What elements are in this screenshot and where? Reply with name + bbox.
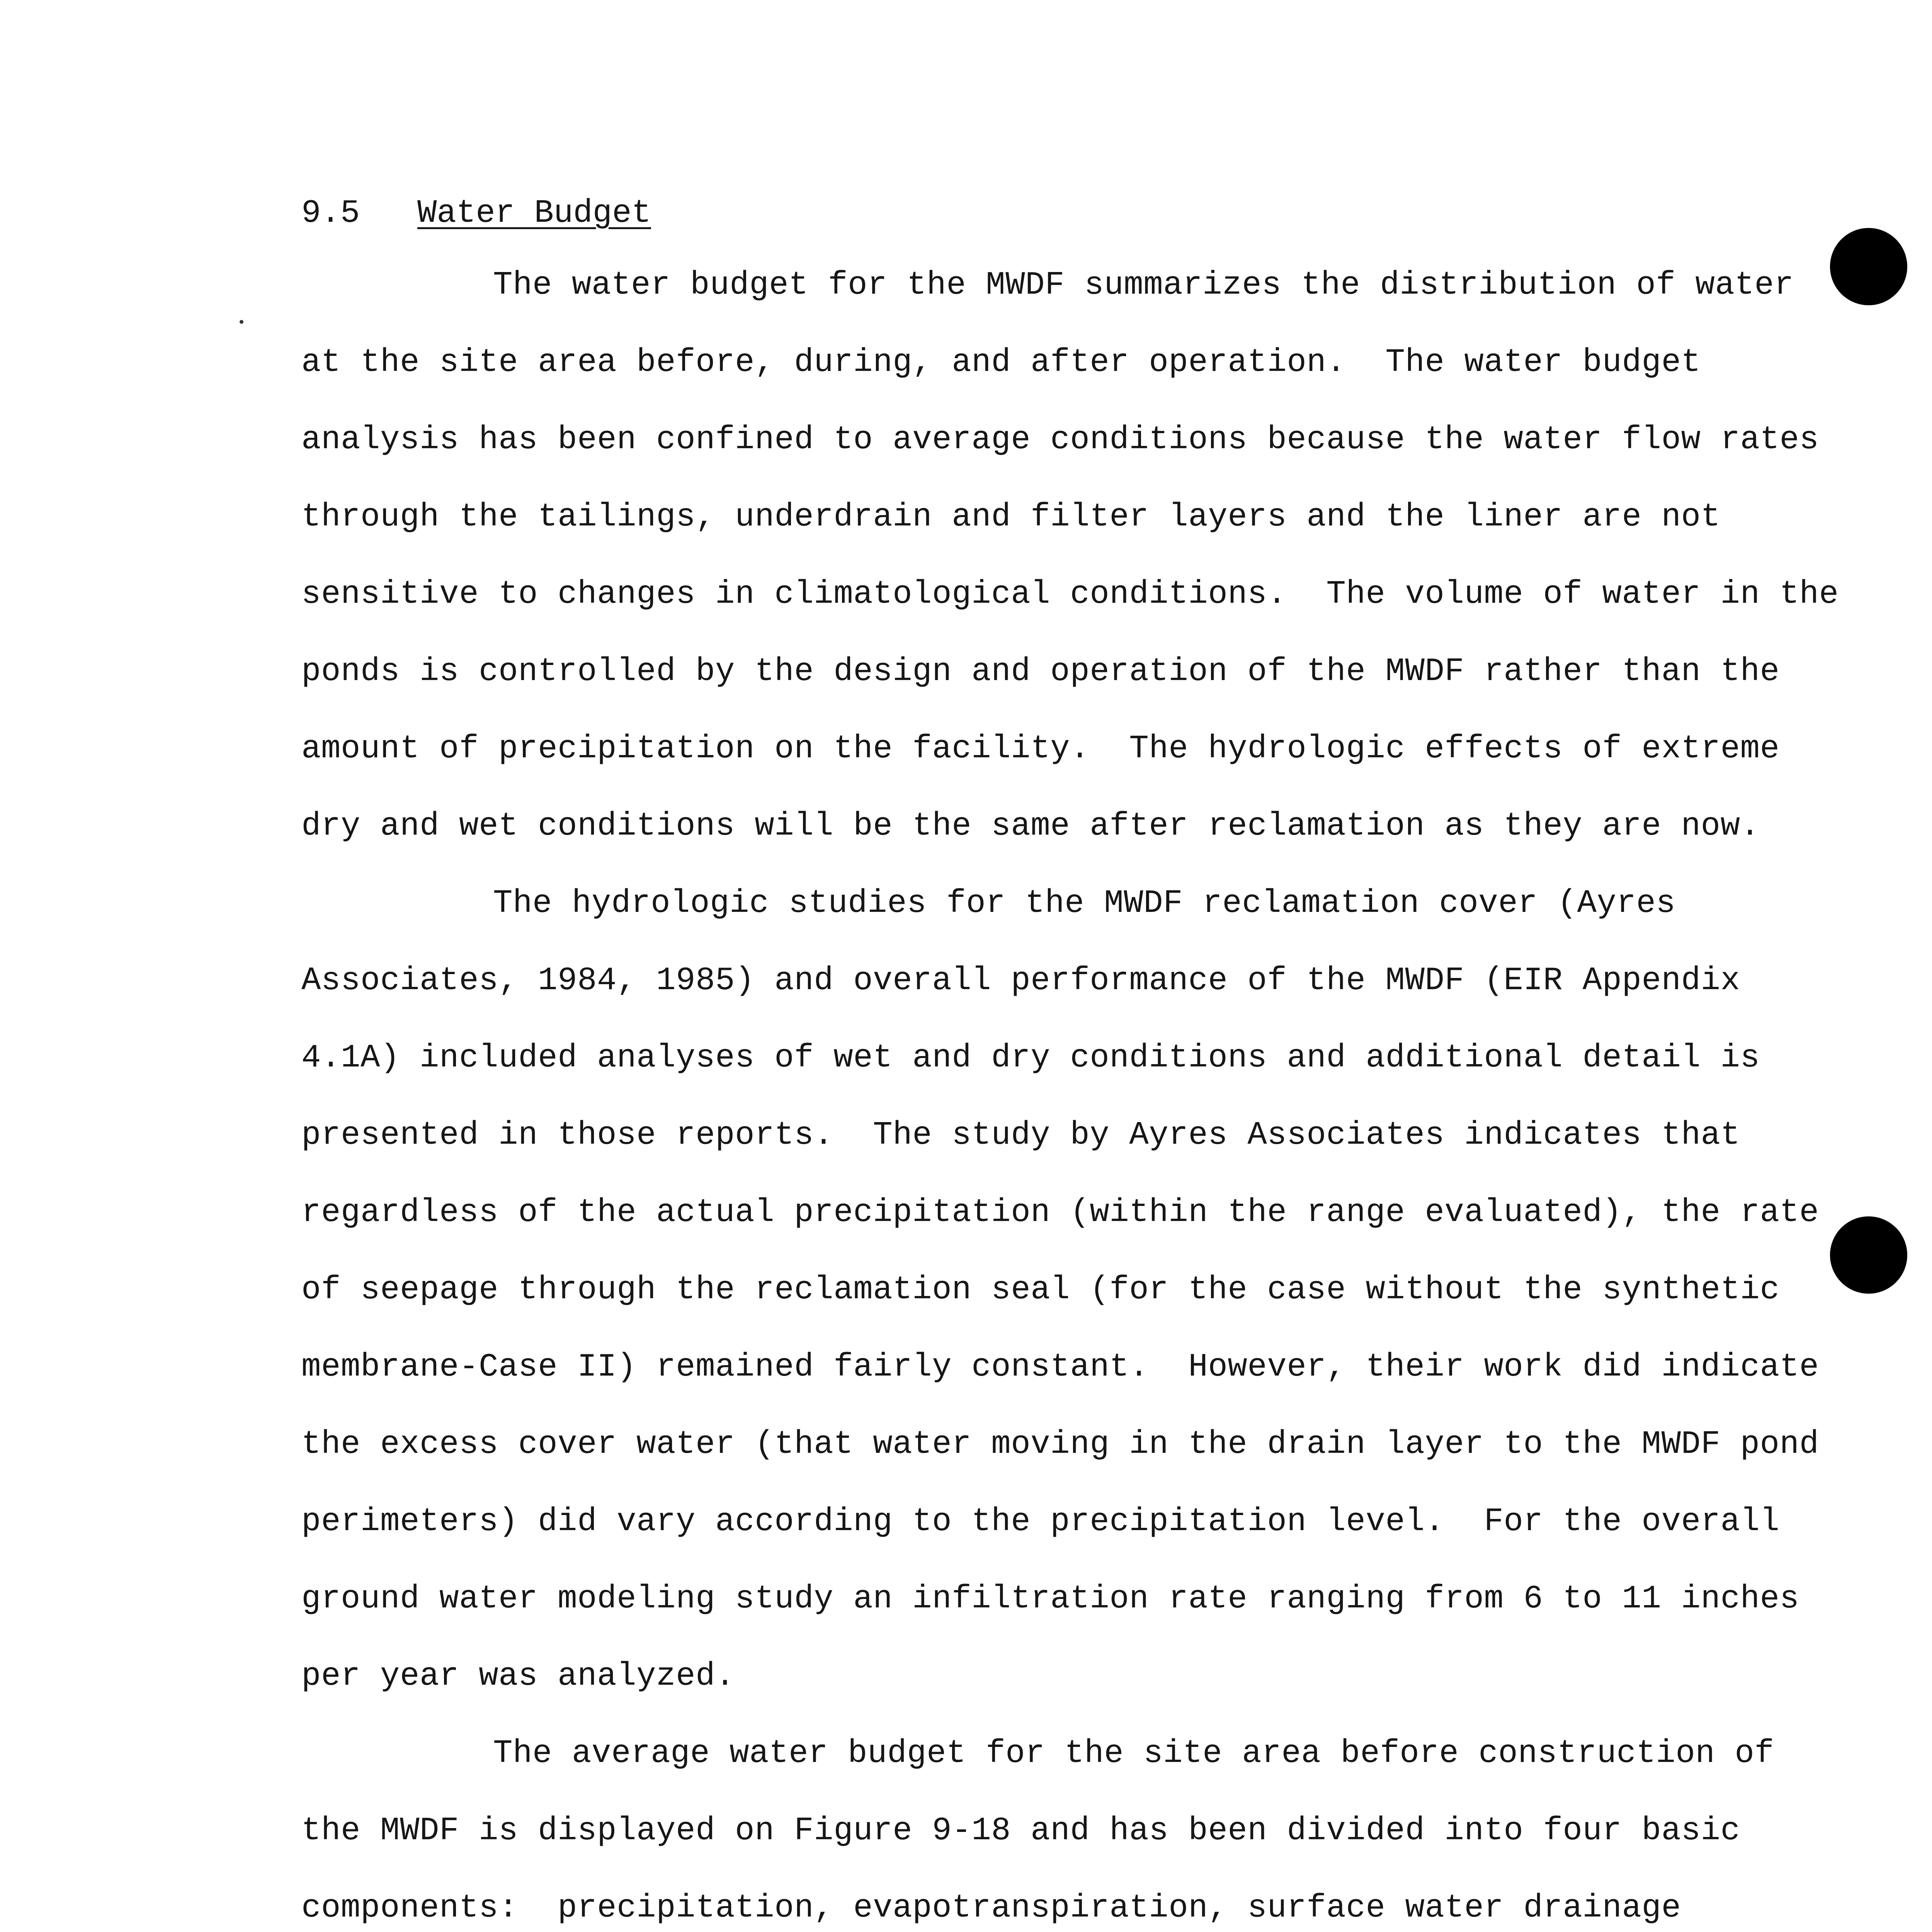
text-line: at the site area before, during, and after operation. The water budget bbox=[301, 344, 1701, 381]
section-number: 9.5 bbox=[301, 195, 360, 232]
text-line: 4.1A) included analyses of wet and dry conditions and additional detail is bbox=[301, 1040, 1760, 1077]
text-line: analysis has been confined to average conditions because the water flow rates bbox=[301, 422, 1819, 458]
scan-speck bbox=[240, 320, 243, 324]
text-line: The average water budget for the site area before construction of bbox=[493, 1735, 1774, 1772]
text-line: dry and wet conditions will be the same after reclamation as they are now. bbox=[301, 808, 1760, 845]
section-title: Water Budget bbox=[417, 195, 651, 232]
text-line: ground water modeling study an infiltration rate ranging from 6 to 11 inches bbox=[301, 1581, 1799, 1617]
text-line: Associates, 1984, 1985) and overall performance of the MWDF (EIR Appendix bbox=[301, 963, 1740, 999]
text-line: membrane-Case II) remained fairly constant. However, their work did indicate bbox=[301, 1349, 1819, 1386]
text-line: components: precipitation, evapotranspiration, surface water drainage bbox=[301, 1890, 1681, 1927]
text-line: presented in those reports. The study by Ayres Associates indicates that bbox=[301, 1117, 1740, 1154]
punch-hole-icon bbox=[1830, 1216, 1907, 1294]
text-line: the excess cover water (that water moving in the drain layer to the MWDF pond bbox=[301, 1426, 1819, 1463]
text-line: regardless of the actual precipitation (within the range evaluated), the rate bbox=[301, 1194, 1819, 1231]
text-line: perimeters) did vary according to the precipitation level. For the overall bbox=[301, 1503, 1780, 1540]
text-line: per year was analyzed. bbox=[301, 1658, 735, 1695]
text-line: The hydrologic studies for the MWDF reclamation cover (Ayres bbox=[493, 885, 1676, 922]
text-line: through the tailings, underdrain and filter layers and the liner are not bbox=[301, 499, 1721, 536]
text-line: the MWDF is displayed on Figure 9-18 and has been divided into four basic bbox=[301, 1813, 1740, 1849]
punch-hole-icon bbox=[1830, 228, 1907, 305]
text-line: ponds is controlled by the design and operation of the MWDF rather than the bbox=[301, 653, 1780, 690]
text-line: sensitive to changes in climatological conditions. The volume of water in the bbox=[301, 576, 1839, 613]
text-line: The water budget for the MWDF summarizes the distribution of water bbox=[493, 267, 1794, 304]
section-heading bbox=[301, 185, 651, 243]
text-line: amount of precipitation on the facility. The hydrologic effects of extreme bbox=[301, 731, 1780, 767]
text-line: of seepage through the reclamation seal (for the case without the synthetic bbox=[301, 1272, 1780, 1308]
